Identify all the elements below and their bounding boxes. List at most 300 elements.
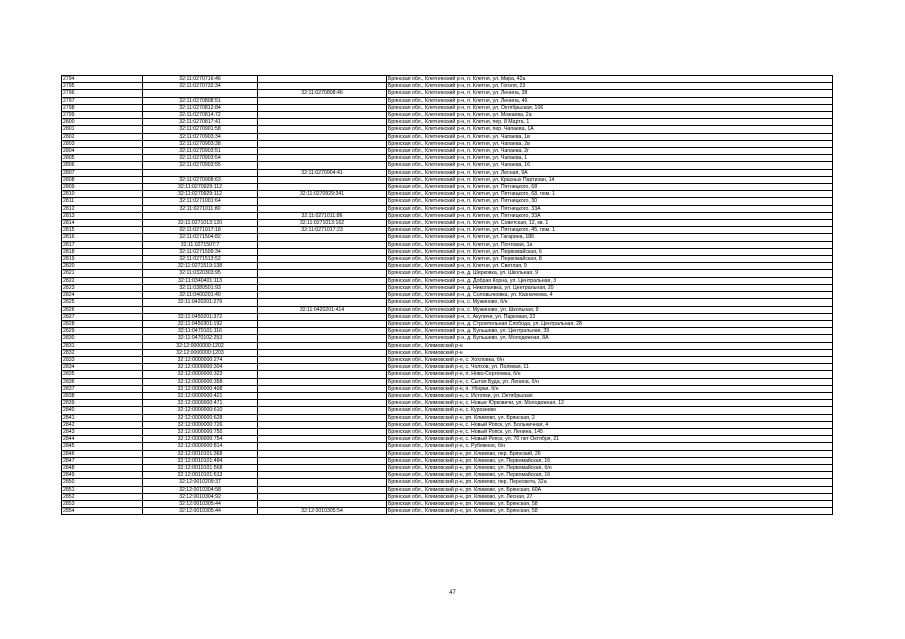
row-number-cell: 2820: [62, 263, 143, 270]
table-row: [62, 500, 833, 507]
row-number-cell: 2835: [62, 371, 143, 378]
table-row: [62, 457, 833, 464]
address-cell: Брянская обл., Клетнянский р-н, п. Клетня, ул. Октябрьская, 106: [387, 104, 833, 111]
address-cell: Брянская обл., Клетнянский р-н, п. Клетня, ул. Чапаева, 16: [387, 162, 833, 169]
table-row: [62, 212, 833, 219]
object-number-cell: [258, 292, 387, 299]
table-row: [62, 234, 833, 241]
object-number-cell: 32:11:0270808:46: [258, 90, 387, 97]
row-number-cell: 2819: [62, 256, 143, 263]
table-row: [62, 400, 833, 407]
address-cell: Брянская обл., Клетнянский р-н, п. Клетня, ул. Ленина, 38: [387, 90, 833, 97]
address-cell: Брянская обл., Клетнянский р-н, п. Клетня, ул. Пятницкого, 30: [387, 198, 833, 205]
object-number-cell: [258, 198, 387, 205]
cadastral-number-cell: 32:12:0010101:613: [143, 472, 258, 479]
address-cell: Брянская обл., Клетнянский р-н, д. Бульшево, ул. Центральная, 39: [387, 328, 833, 335]
table-row: [62, 104, 833, 111]
address-cell: Брянская обл., Клетнянский р-н, п. Клетня, ул. Чапаева, 1: [387, 155, 833, 162]
table-row: [62, 428, 833, 435]
cadastral-number-cell: 32:12:0010101:568: [143, 464, 258, 471]
object-number-cell: [258, 162, 387, 169]
object-number-cell: [258, 234, 387, 241]
address-cell: Брянская обл., Климовский р-н, с. Чолхов, ул. Полевая, 11: [387, 364, 833, 371]
object-number-cell: [258, 378, 387, 385]
address-cell: Брянская обл., Климовский р-н, с. Новый Ропск, ул. Больничная, 4: [387, 421, 833, 428]
object-number-cell: [258, 76, 387, 83]
table-row: [62, 392, 833, 399]
address-cell: Брянская обл., Климовский р-н: [387, 349, 833, 356]
address-cell: Брянская обл., Климовский р-н, рп. Климово, пер. Пересвета, 32а: [387, 479, 833, 486]
table-row: [62, 270, 833, 277]
table-row: [62, 407, 833, 414]
row-number-cell: 2814: [62, 220, 143, 227]
row-number-cell: 2834: [62, 364, 143, 371]
cadastral-number-cell: 32:12:0000000:358: [143, 378, 258, 385]
table-row: [62, 320, 833, 327]
row-number-cell: 2829: [62, 328, 143, 335]
address-cell: Брянская обл., Клетнянский р-н, д. Соловьяновка, ул. Казначеева, 4: [387, 292, 833, 299]
table-row: [62, 486, 833, 493]
object-number-cell: [258, 464, 387, 471]
address-cell: Брянская обл., Клетнянский р-н, д. Николаевка, ул. Центральная, 20: [387, 284, 833, 291]
cadastral-number-cell: 32:11:0270929:112: [143, 184, 258, 191]
object-number-cell: [258, 349, 387, 356]
cadastral-number-cell: 32:12:0000000:304: [143, 364, 258, 371]
cadastral-number-cell: 32:12:0010305:44: [143, 508, 258, 515]
table-row: [62, 364, 833, 371]
table-row: [62, 162, 833, 169]
cadastral-number-cell: 32:11:0450201:372: [143, 313, 258, 320]
row-number-cell: 2825: [62, 299, 143, 306]
address-cell: Брянская обл., Климовский р-н, с. Истопки, ул. Октябрьская: [387, 392, 833, 399]
table-row: [62, 349, 833, 356]
row-number-cell: 2803: [62, 140, 143, 147]
row-number-cell: 2824: [62, 292, 143, 299]
address-cell: Брянская обл., Клетнянский р-н, п. Клетня, ул. Гагарина, 186: [387, 234, 833, 241]
row-number-cell: 2823: [62, 284, 143, 291]
object-number-cell: [258, 313, 387, 320]
object-number-cell: [258, 205, 387, 212]
object-number-cell: [258, 277, 387, 284]
cadastral-number-cell: 32:11:0270903:51: [143, 148, 258, 155]
address-cell: Брянская обл., Клетнянский р-н, п. Клетня, ул. Чапаева, 2в: [387, 140, 833, 147]
table-row: [62, 306, 833, 313]
object-number-cell: [258, 248, 387, 255]
address-cell: Брянская обл., Клетнянский р-н, п. Клетня, ул. Чапаева, 2г: [387, 148, 833, 155]
address-cell: Брянская обл., Климовский р-н, рп. Климово, ул. Первомайская, б/н: [387, 464, 833, 471]
table-row: [62, 284, 833, 291]
table-row: [62, 155, 833, 162]
cadastral-number-cell: 32:11:0270908:63: [143, 176, 258, 183]
object-number-cell: [258, 284, 387, 291]
table-row: [62, 83, 833, 90]
table-row: [62, 169, 833, 176]
row-number-cell: 2798: [62, 104, 143, 111]
cadastral-number-cell: 32:11:0420201:279: [143, 299, 258, 306]
row-number-cell: 2799: [62, 112, 143, 119]
cadastral-number-cell: 32:11:0271519:138: [143, 263, 258, 270]
cadastral-number-cell: 32:11:0270929:112: [143, 191, 258, 198]
address-cell: Брянская обл., Клетнянский р-н, п. Клетня, ул. Светлая, 9: [387, 263, 833, 270]
address-cell: Брянская обл., Клетнянский р-н, п. Клетня, ул. Пятницкого, 33А: [387, 212, 833, 219]
table-row: [62, 191, 833, 198]
registry-table: [61, 75, 833, 515]
object-number-cell: [258, 140, 387, 147]
table-row: [62, 342, 833, 349]
address-cell: Брянская обл., Клетнянский р-н, д. Добрая Корна, ул. Центральная, 3: [387, 277, 833, 284]
cadastral-number-cell: 32:11:0270903:38: [143, 140, 258, 147]
address-cell: Брянская обл., Клетнянский р-н, д. Бульшево, ул. Молодежная, 8А: [387, 335, 833, 342]
row-number-cell: 2854: [62, 508, 143, 515]
table-row: [62, 140, 833, 147]
cadastral-number-cell: 32:11:0271504:82: [143, 234, 258, 241]
object-number-cell: [258, 371, 387, 378]
row-number-cell: 2838: [62, 392, 143, 399]
row-number-cell: 2842: [62, 421, 143, 428]
address-cell: Брянская обл., Климовский р-н, рп. Климово, пер. Брянский, 26: [387, 450, 833, 457]
table-row: [62, 97, 833, 104]
cadastral-number-cell: 32:12:0000000:421: [143, 392, 258, 399]
object-number-cell: [258, 335, 387, 342]
address-cell: Брянская обл., Климовский р-н, с. Новые Юрковичи, ул. Молодежная, 12: [387, 400, 833, 407]
table-row: [62, 414, 833, 421]
object-number-cell: [258, 83, 387, 90]
cadastral-number-cell: 32:11:0270812:84: [143, 104, 258, 111]
cadastral-number-cell: [143, 90, 258, 97]
cadastral-number-cell: 32:11:0400201:40: [143, 292, 258, 299]
address-cell: Брянская обл., Клетнянский р-н, п. Клетня, пер. Чапаева, 1А: [387, 126, 833, 133]
address-cell: Брянская обл., Клетнянский р-н, п. Клетня, ул. Пятницкого, 45, пом. 1: [387, 227, 833, 234]
table-row: [62, 472, 833, 479]
table-row: [62, 450, 833, 457]
cadastral-number-cell: 32:11:0470102:253: [143, 335, 258, 342]
cadastral-number-cell: 32:11:0270903:54: [143, 155, 258, 162]
address-cell: Брянская обл., Клетнянский р-н, п. Клетня, ул. Пятницкого, 68: [387, 184, 833, 191]
row-number-cell: 2810: [62, 191, 143, 198]
table-row: [62, 119, 833, 126]
row-number-cell: 2818: [62, 248, 143, 255]
object-number-cell: [258, 328, 387, 335]
cadastral-number-cell: 32:11:0270732:34: [143, 83, 258, 90]
object-number-cell: [258, 500, 387, 507]
row-number-cell: 2813: [62, 212, 143, 219]
cadastral-number-cell: 32:11:0450301:192: [143, 320, 258, 327]
object-number-cell: [258, 443, 387, 450]
table-row: [62, 292, 833, 299]
row-number-cell: 2837: [62, 385, 143, 392]
table-row: [62, 378, 833, 385]
address-cell: Брянская обл., Клетнянский р-н, п. Клетня, ул. Мира, 42а: [387, 76, 833, 83]
cadastral-number-cell: 32:12:0000000:628: [143, 414, 258, 421]
cadastral-number-cell: 32:12:0000000:274: [143, 356, 258, 363]
object-number-cell: [258, 263, 387, 270]
table-row: [62, 205, 833, 212]
row-number-cell: 2844: [62, 436, 143, 443]
address-cell: Брянская обл., Клетнянский р-н, п. Клетня, ул. Пятницкого, 68, пом. 1: [387, 191, 833, 198]
table-row: [62, 356, 833, 363]
object-number-cell: [258, 320, 387, 327]
cadastral-number-cell: 32:12:0010101:484: [143, 457, 258, 464]
object-number-cell: [258, 148, 387, 155]
row-number-cell: 2801: [62, 126, 143, 133]
table-row: [62, 464, 833, 471]
address-cell: Брянская обл., Климовский р-н, рп. Климово, ул. Первомайская, 16: [387, 472, 833, 479]
cadastral-number-cell: [143, 212, 258, 219]
row-number-cell: 2811: [62, 198, 143, 205]
address-cell: Брянская обл., Клетнянский р-н, с. Мужиново, ул. Школьная, 9: [387, 306, 833, 313]
cadastral-number-cell: 32:11:0270817:41: [143, 119, 258, 126]
object-number-cell: 32:11:0420201:414: [258, 306, 387, 313]
table-row: [62, 385, 833, 392]
object-number-cell: [258, 176, 387, 183]
address-cell: Брянская обл., Клетнянский р-н, п. Клетня, ул. Первомайская, 6: [387, 248, 833, 255]
row-number-cell: 2840: [62, 407, 143, 414]
table-row: [62, 436, 833, 443]
row-number-cell: 2847: [62, 457, 143, 464]
object-number-cell: [258, 356, 387, 363]
cadastral-number-cell: 32:12:0010304:58: [143, 486, 258, 493]
address-cell: Брянская обл., Клетнянский р-н, п. Клетня, ул. Чапаева, 1в: [387, 133, 833, 140]
row-number-cell: 2826: [62, 306, 143, 313]
table-row: [62, 335, 833, 342]
table-row: [62, 479, 833, 486]
address-cell: Брянская обл., Климовский р-н, рп. Климово, ул. Брянская, 60А: [387, 486, 833, 493]
row-number-cell: 2832: [62, 349, 143, 356]
address-cell: Брянская обл., Клетнянский р-н, п. Клетня, ул. Ленина, 46: [387, 97, 833, 104]
row-number-cell: 2828: [62, 320, 143, 327]
table-row: [62, 421, 833, 428]
address-cell: Брянская обл., Клетнянский р-н, п. Клетня, ул. Лесная, 9А: [387, 169, 833, 176]
cadastral-number-cell: 32:11:0271513:52: [143, 256, 258, 263]
row-number-cell: 2851: [62, 486, 143, 493]
cadastral-number-cell: 32:12:0010209:37: [143, 479, 258, 486]
table-row: [62, 184, 833, 191]
address-cell: Брянская обл., Климовский р-н, с. Рубежное, б/н: [387, 443, 833, 450]
address-cell: Брянская обл., Клетнянский р-н, п. Клетня, ул. Красных Партизан, 14: [387, 176, 833, 183]
object-number-cell: [258, 436, 387, 443]
cadastral-number-cell: 32:11:0470101:116: [143, 328, 258, 335]
cadastral-number-cell: [143, 169, 258, 176]
object-number-cell: [258, 450, 387, 457]
object-number-cell: [258, 256, 387, 263]
row-number-cell: 2850: [62, 479, 143, 486]
cadastral-number-cell: 32:11:0270716:46: [143, 76, 258, 83]
object-number-cell: [258, 112, 387, 119]
row-number-cell: 2816: [62, 234, 143, 241]
object-number-cell: 32:11:0271017:23: [258, 227, 387, 234]
object-number-cell: [258, 155, 387, 162]
cadastral-number-cell: 32:11:0271013:120: [143, 220, 258, 227]
object-number-cell: [258, 126, 387, 133]
row-number-cell: 2849: [62, 472, 143, 479]
address-cell: Брянская обл., Клетнянский р-н, п. Клетня, ул. Можаева, 2а: [387, 112, 833, 119]
cadastral-number-cell: 32:11:0270808:51: [143, 97, 258, 104]
address-cell: Брянская обл., Климовский р-н, с. Хохловка, б/н: [387, 356, 833, 363]
address-cell: Брянская обл., Климовский р-н, с. Курознево: [387, 407, 833, 414]
address-cell: Брянская обл., Клетнянский р-н, п. Клетня, ул. Почтовая, 1а: [387, 241, 833, 248]
row-number-cell: 2794: [62, 76, 143, 83]
row-number-cell: 2836: [62, 378, 143, 385]
cadastral-number-cell: 32:12:0000000:750: [143, 428, 258, 435]
object-number-cell: 32:11:0270929:341: [258, 191, 387, 198]
row-number-cell: 2841: [62, 414, 143, 421]
table-row: [62, 126, 833, 133]
table-row: [62, 76, 833, 83]
object-number-cell: [258, 299, 387, 306]
row-number-cell: 2833: [62, 356, 143, 363]
table-row: [62, 248, 833, 255]
row-number-cell: 2804: [62, 148, 143, 155]
object-number-cell: 32:11:0271013:162: [258, 220, 387, 227]
row-number-cell: 2807: [62, 169, 143, 176]
table-row: [62, 277, 833, 284]
cadastral-number-cell: 32:11:0270903:34: [143, 133, 258, 140]
row-number-cell: 2796: [62, 90, 143, 97]
cadastral-number-cell: 32:12:0000000:814: [143, 443, 258, 450]
table-row: [62, 198, 833, 205]
row-number-cell: 2827: [62, 313, 143, 320]
row-number-cell: 2806: [62, 162, 143, 169]
row-number-cell: 2848: [62, 464, 143, 471]
cadastral-number-cell: 32:11:0271509:34: [143, 248, 258, 255]
object-number-cell: [258, 421, 387, 428]
table-row: [62, 112, 833, 119]
table-row: [62, 493, 833, 500]
address-cell: Брянская обл., Климовский р-н, с. Сытая Буда, ул. Ленина, б/н: [387, 378, 833, 385]
object-number-cell: 32:11:0270904:41: [258, 169, 387, 176]
object-number-cell: [258, 493, 387, 500]
row-number-cell: 2846: [62, 450, 143, 457]
row-number-cell: 2843: [62, 428, 143, 435]
cadastral-number-cell: 32:12:0010101:368: [143, 450, 258, 457]
row-number-cell: 2817: [62, 241, 143, 248]
cadastral-number-cell: 32:12:0010305:44: [143, 500, 258, 507]
table-row: [62, 133, 833, 140]
address-cell: Брянская обл., Клетнянский р-н, д. Ширковка, ул. Школьная, 9: [387, 270, 833, 277]
row-number-cell: 2839: [62, 400, 143, 407]
row-number-cell: 2852: [62, 493, 143, 500]
cadastral-number-cell: 32:11:0270814:72: [143, 112, 258, 119]
table-row: [62, 371, 833, 378]
cadastral-number-cell: 32:11:0271017:18: [143, 227, 258, 234]
table-row: [62, 508, 833, 515]
row-number-cell: 2845: [62, 443, 143, 450]
row-number-cell: 2821: [62, 270, 143, 277]
cadastral-number-cell: 32:12:0000000:408: [143, 385, 258, 392]
cadastral-number-cell: 32:12:0000000:323: [143, 371, 258, 378]
cadastral-number-cell: 32:11:0271507:7: [143, 241, 258, 248]
row-number-cell: 2812: [62, 205, 143, 212]
cadastral-number-cell: [143, 306, 258, 313]
cadastral-number-cell: 32:11:0320303:95: [143, 270, 258, 277]
row-number-cell: 2830: [62, 335, 143, 342]
table-row: [62, 263, 833, 270]
object-number-cell: [258, 184, 387, 191]
table-row: [62, 256, 833, 263]
object-number-cell: [258, 472, 387, 479]
cadastral-number-cell: 32:12:0000000:754: [143, 436, 258, 443]
registry-table-body: [62, 76, 833, 515]
table-row: [62, 148, 833, 155]
object-number-cell: [258, 414, 387, 421]
cadastral-number-cell: 32:11:0271011:80: [143, 205, 258, 212]
object-number-cell: [258, 457, 387, 464]
page-number: 47: [449, 590, 456, 596]
row-number-cell: 2815: [62, 227, 143, 234]
object-number-cell: [258, 479, 387, 486]
table-row: [62, 241, 833, 248]
address-cell: Брянская обл., Клетнянский р-н, п. Клетня, ул. Пятницкого, 33А: [387, 205, 833, 212]
table-row: [62, 443, 833, 450]
address-cell: Брянская обл., Клетнянский р-н, п. Клетня, ул. Советская, 12, кв. 1: [387, 220, 833, 227]
table-row: [62, 176, 833, 183]
row-number-cell: 2809: [62, 184, 143, 191]
address-cell: Брянская обл., Климовский р-н, рп. Климово, ул. Первомайская, 16: [387, 457, 833, 464]
object-number-cell: [258, 133, 387, 140]
cadastral-number-cell: 32:12:0000000:471: [143, 400, 258, 407]
address-cell: Брянская обл., Климовский р-н, рп. Климово, ул. Брянская, 58: [387, 500, 833, 507]
address-cell: Брянская обл., Клетнянский р-н, д. Строительная Слобода, ул. Центральная, 28: [387, 320, 833, 327]
object-number-cell: [258, 342, 387, 349]
cadastral-number-cell: 32:11:0271001:64: [143, 198, 258, 205]
object-number-cell: [258, 407, 387, 414]
address-cell: Брянская обл., Климовский р-н, п. Уборки, б/н: [387, 385, 833, 392]
object-number-cell: [258, 385, 387, 392]
address-cell: Брянская обл., Климовский р-н, с. Новый Ропск, ул. Ленина, 145: [387, 428, 833, 435]
object-number-cell: 32:12:0010305:54: [258, 508, 387, 515]
object-number-cell: [258, 104, 387, 111]
row-number-cell: 2808: [62, 176, 143, 183]
cadastral-number-cell: 32:12:0000000:610: [143, 407, 258, 414]
cadastral-number-cell: 32:11:0270903:55: [143, 162, 258, 169]
cadastral-number-cell: 32:11:0270901:58: [143, 126, 258, 133]
cadastral-number-cell: 32:12:0010304:92: [143, 493, 258, 500]
address-cell: Брянская обл., Климовский р-н, рп. Климово, ул. Брянская, 2: [387, 414, 833, 421]
object-number-cell: 32:11:0271011:86: [258, 212, 387, 219]
address-cell: Брянская обл., Клетнянский р-н, с. Мужиново, б/н: [387, 299, 833, 306]
row-number-cell: 2822: [62, 277, 143, 284]
table-row: [62, 220, 833, 227]
row-number-cell: 2800: [62, 119, 143, 126]
row-number-cell: 2795: [62, 83, 143, 90]
cadastral-number-cell: 32:12:0000000:726: [143, 421, 258, 428]
table-row: [62, 328, 833, 335]
address-cell: Брянская обл., Климовский р-н: [387, 342, 833, 349]
object-number-cell: [258, 270, 387, 277]
address-cell: Брянская обл., Клетнянский р-н, с. Акуличи, ул. Парковая, 22: [387, 313, 833, 320]
object-number-cell: [258, 119, 387, 126]
row-number-cell: 2802: [62, 133, 143, 140]
cadastral-number-cell: 32:11:0340401:113: [143, 277, 258, 284]
cadastral-number-cell: 32:12:0000000:1202: [143, 342, 258, 349]
object-number-cell: [258, 241, 387, 248]
row-number-cell: 2831: [62, 342, 143, 349]
table-row: [62, 313, 833, 320]
object-number-cell: [258, 400, 387, 407]
object-number-cell: [258, 486, 387, 493]
table-row: [62, 227, 833, 234]
table-row: [62, 299, 833, 306]
object-number-cell: [258, 364, 387, 371]
address-cell: Брянская обл., Климовский р-н, с. Новый Ропск, ул. 70 лет Октября, 21: [387, 436, 833, 443]
address-cell: Брянская обл., Климовский р-н, п. Ново-Сергеевка, б/н: [387, 371, 833, 378]
row-number-cell: 2797: [62, 97, 143, 104]
row-number-cell: 2853: [62, 500, 143, 507]
address-cell: Брянская обл., Климовский р-н, рп. Климово, ул. Брянская, 58: [387, 508, 833, 515]
object-number-cell: [258, 97, 387, 104]
address-cell: Брянская обл., Клетнянский р-н, п. Клетня, ул. Первомайская, 8: [387, 256, 833, 263]
cadastral-number-cell: 32:11:0380501:93: [143, 284, 258, 291]
